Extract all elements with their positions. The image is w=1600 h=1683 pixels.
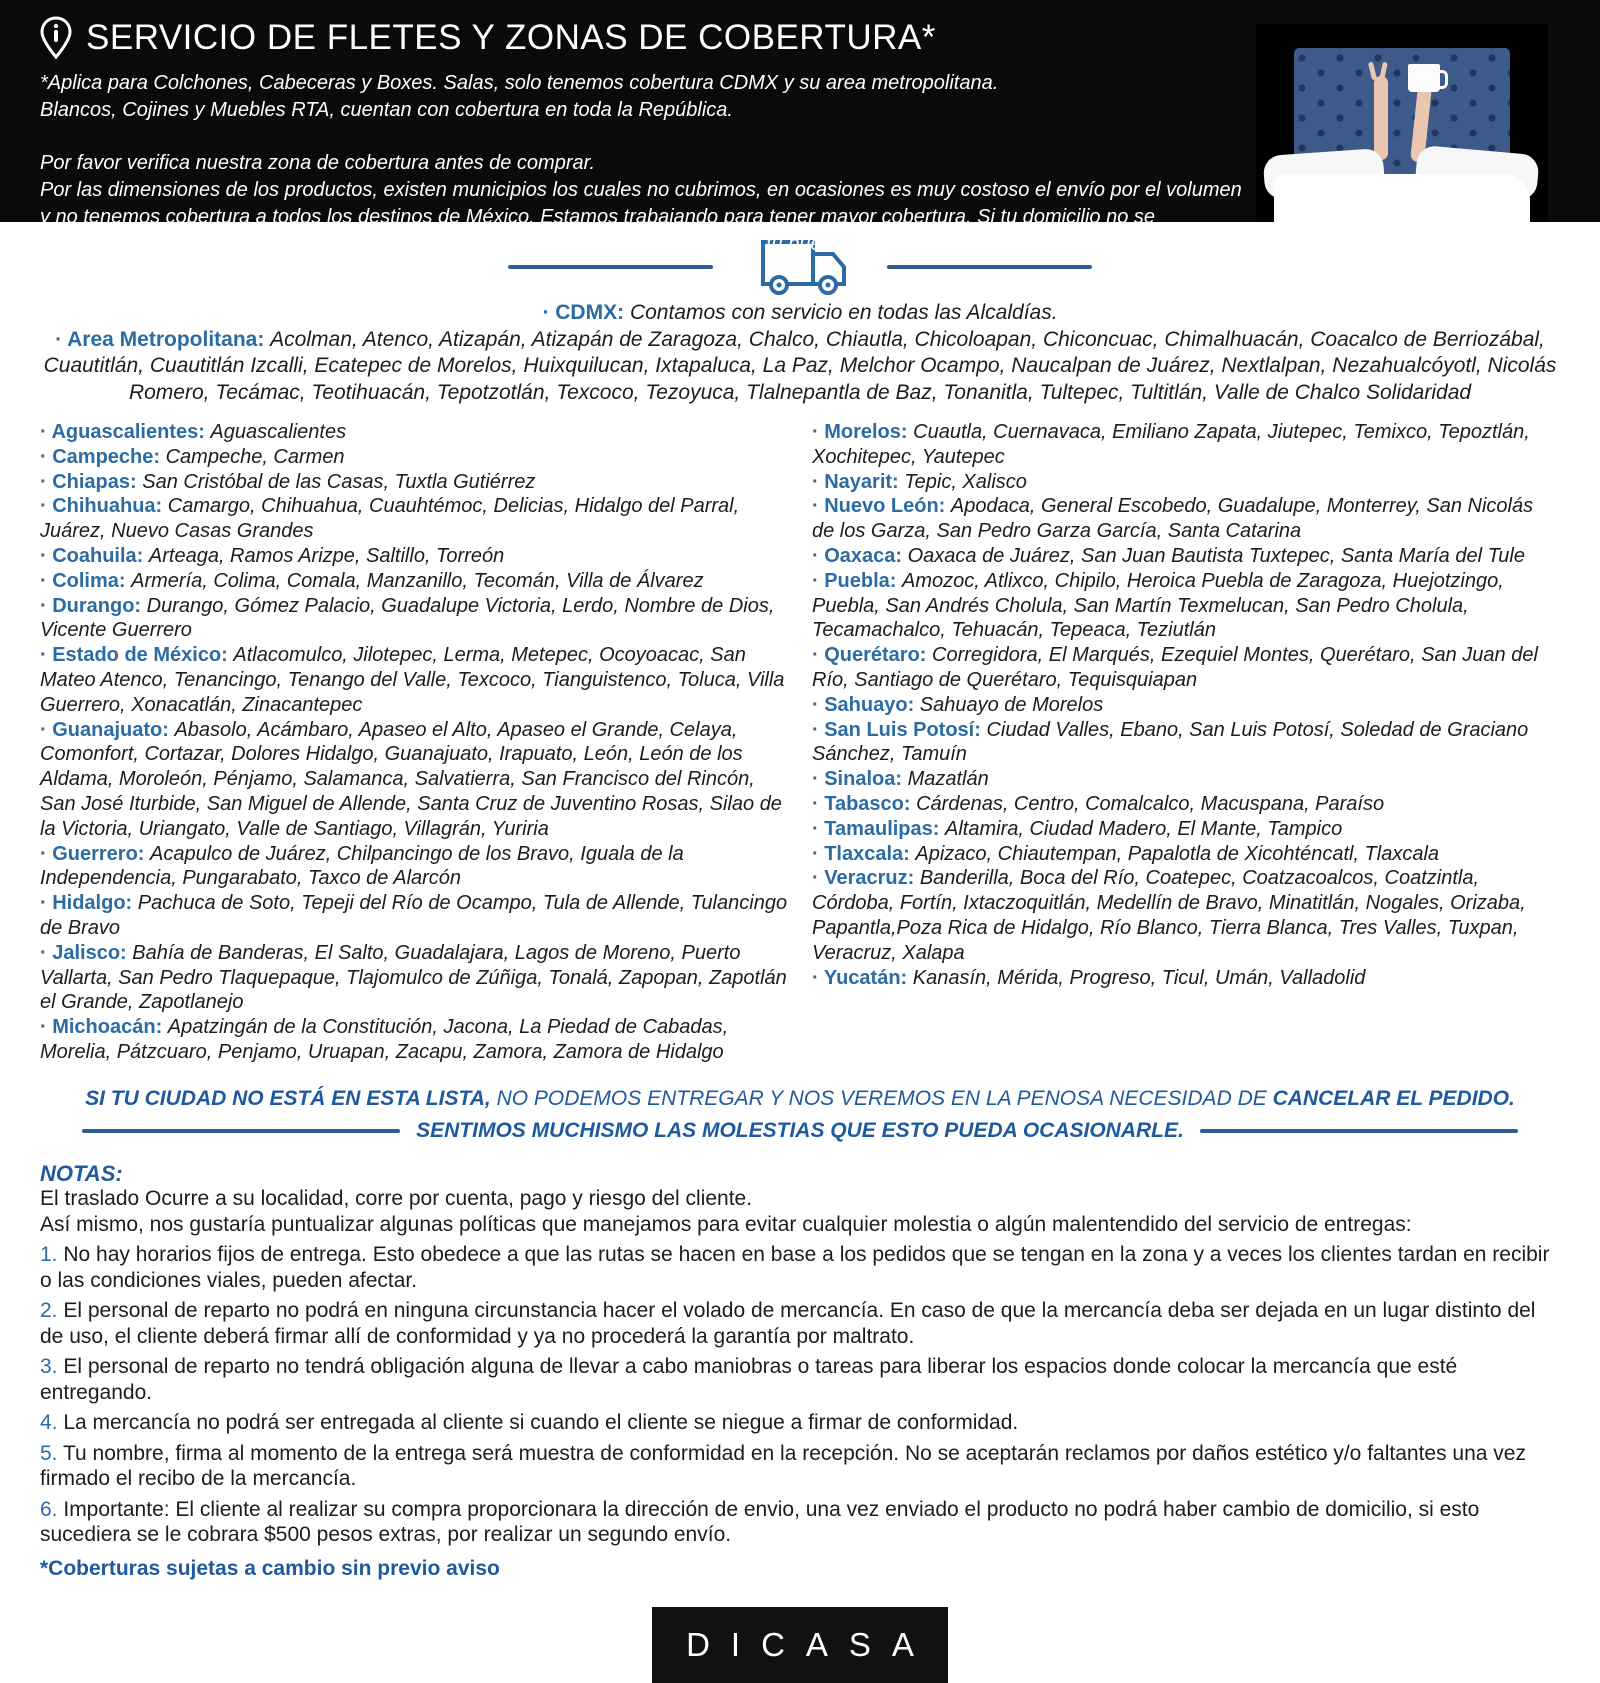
state-entry bbox=[40, 718, 788, 842]
state-cities: Corregidora, El Marqués, Ezequiel Montes, Querétaro, San Juan del Río, Santiago de Querétaro, Tequisquiapan bbox=[812, 644, 1538, 691]
note-item bbox=[40, 1441, 1560, 1492]
state-cities: Campeche, Carmen bbox=[165, 445, 345, 468]
state-name: · San Luis Potosí: bbox=[812, 718, 987, 741]
duvet bbox=[1274, 174, 1530, 222]
state-entry bbox=[40, 569, 788, 594]
cdmx-coverage bbox=[0, 300, 1600, 406]
state-cities: San Cristóbal de las Casas, Tuxtla Gutiérrez bbox=[142, 470, 536, 493]
warning-line-2-row bbox=[0, 1119, 1600, 1143]
state-entry bbox=[812, 569, 1560, 643]
state-name: · Colima: bbox=[40, 569, 132, 592]
note-item bbox=[40, 1354, 1560, 1405]
subtitle-line-1: *Aplica para Colchones, Cabeceras y Boxes. Salas, solo tenemos cobertura CDMX y su area metropolitana. bbox=[40, 72, 999, 94]
state-name: · Jalisco: bbox=[40, 941, 133, 964]
state-cities: Armería, Colima, Comala, Manzanillo, Tecomán, Villa de Álvarez bbox=[131, 569, 704, 592]
state-name: · Sinaloa: bbox=[812, 768, 908, 791]
state-entry bbox=[40, 594, 788, 644]
notes-intro-1: El traslado Ocurre a su localidad, corre por cuenta, pago y riesgo del cliente. bbox=[40, 1187, 753, 1211]
note-number: 4. bbox=[40, 1411, 64, 1435]
state-name: · Tamaulipas: bbox=[812, 817, 945, 840]
state-name: · Tabasco: bbox=[812, 792, 917, 815]
state-cities: Camargo, Chihuahua, Cuauhtémoc, Delicias, Hidalgo del Parral, Juárez, Nuevo Casas Grandes bbox=[40, 495, 740, 543]
state-name: · Veracruz: bbox=[812, 867, 920, 890]
state-cities: Abasolo, Acámbaro, Apaseo el Alto, Apaseo el Grande, Celaya, Comonfort, Cortazar, Dolores Hidalgo, Guanajuato, Irapuato, León, León de los Aldama, Moroleón, Pénjamo, Salamanca, Salvatierra, San Francisco del Rincón, San José Iturbide, San Miguel de Allende, Santa Cruz de Juventino Rosas, Silao de la Victoria, Uriangato, Valle de Santiago, Villagrán, Yuriria bbox=[40, 718, 782, 840]
warning-part-1: SI TU CIUDAD NO ESTÁ EN ESTA LISTA, bbox=[85, 1086, 491, 1110]
state-cities: Bahía de Banderas, El Salto, Guadalajara, Lagos de Moreno, Puerto Vallarta, San Pedro Tlaquepaque, Tlajomulco de Zúñiga, Tonalá, Zapopan, Zapotlán el Grande, Zapotlanejo bbox=[40, 941, 787, 1014]
state-entry bbox=[40, 544, 788, 569]
subtitle-line-2: Blancos, Cojines y Muebles RTA, cuentan con cobertura en toda la República. bbox=[40, 99, 733, 121]
warning-part-3: CANCELAR EL PEDIDO. bbox=[1272, 1086, 1515, 1110]
state-cities: Pachuca de Soto, Tepeji del Río de Ocampo, Tula de Allende, Tulancingo de Bravo bbox=[40, 892, 788, 939]
state-name: · Chiapas: bbox=[40, 470, 143, 493]
state-name: · Oaxaca: bbox=[812, 544, 908, 567]
state-name: · Durango: bbox=[40, 594, 147, 617]
cdmx-line bbox=[30, 300, 1570, 327]
warning-rule-right bbox=[1200, 1129, 1518, 1133]
state-name: · Nayarit: bbox=[812, 470, 905, 493]
metro-paragraph bbox=[30, 327, 1570, 407]
state-name: · Estado de México: bbox=[40, 644, 234, 667]
warning-line-1 bbox=[0, 1087, 1600, 1111]
state-cities: Banderilla, Boca del Río, Coatepec, Coatzacoalcos, Coatzintla, Córdoba, Fortín, Ixtaczoquitlán, Medellín de Bravo, Minatitlán, Nogales, Orizaba, Papantla,Poza Rica de Hidalgo, Río Blanco, Tierra Blanca, Tres Valles, Tuxpan, Veracruz, Xalapa bbox=[812, 867, 1526, 964]
state-name: · Hidalgo: bbox=[40, 892, 138, 915]
state-name: · Puebla: bbox=[812, 569, 903, 592]
state-cities: Atlacomulco, Jilotepec, Lerma, Metepec, Ocoyoacac, San Mateo Atenco, Tenancingo, Tenango del Valle, Texcoco, Tianguistenco, Toluca, Villa Guerrero, Xonacatlán, Zinacantepec bbox=[40, 644, 785, 716]
state-cities: Cuautla, Cuernavaca, Emiliano Zapata, Jiutepec, Temixco, Tepoztlán, Xochitepec, Yautepec bbox=[812, 421, 1530, 468]
state-name: · Guanajuato: bbox=[40, 718, 175, 741]
notes-heading: NOTAS: bbox=[40, 1160, 123, 1186]
note-text: El personal de reparto no podrá en ninguna circunstancia hacer el volado de mercancía. En caso de que la mercancía deba ser dejada en un lugar distinto del de uso, el cliente deberá firmar allí de conformidad y ya no procederá la garantía por maltrato. bbox=[40, 1299, 1536, 1348]
state-name: · Tlaxcala: bbox=[812, 842, 916, 865]
note-number: 6. bbox=[40, 1497, 64, 1521]
note-text: No hay horarios fijos de entrega. Esto obedece a que las rutas se hacen en base a los pedidos que se tengan en la zona y a veces los clientes tardan en recibir o las condiciones viales, pueden afectar. bbox=[40, 1243, 1550, 1292]
cancellation-warning bbox=[0, 1087, 1600, 1143]
metro-label: · Area Metropolitana: bbox=[55, 327, 271, 351]
state-entry bbox=[40, 470, 788, 495]
state-entry bbox=[812, 544, 1560, 569]
state-entry bbox=[812, 494, 1560, 544]
header-subtitle bbox=[40, 70, 1240, 124]
states-coverage-list bbox=[0, 420, 1600, 1065]
state-cities: Sahuayo de Morelos bbox=[919, 693, 1104, 716]
state-name: · Yucatán: bbox=[812, 966, 913, 989]
state-name: · Aguascalientes: bbox=[40, 421, 211, 443]
state-cities: Oaxaca de Juárez, San Juan Bautista Tuxtepec, Santa María del Tule bbox=[907, 544, 1525, 567]
state-entry bbox=[40, 445, 788, 470]
coffee-mug bbox=[1408, 64, 1440, 92]
state-entry bbox=[812, 470, 1560, 495]
state-name: · Campeche: bbox=[40, 445, 166, 468]
state-cities: Mazatlán bbox=[907, 768, 989, 791]
notes-section bbox=[0, 1161, 1600, 1582]
header-paragraph bbox=[40, 150, 1245, 285]
state-cities: Amozoc, Atlixco, Chipilo, Heroica Puebla de Zaragoza, Huejotzingo, Puebla, San Andrés Cholula, San Martín Texmelucan, San Pedro Cholula, Tecamachalco, Tehuacán, Tepeaca, Teziutlán bbox=[812, 569, 1504, 642]
info-pin-icon bbox=[40, 16, 72, 60]
note-item bbox=[40, 1410, 1560, 1436]
arm-left bbox=[1374, 76, 1388, 160]
header-banner bbox=[0, 0, 1600, 282]
page-title: SERVICIO DE FLETES Y ZONAS DE COBERTURA* bbox=[86, 18, 936, 57]
verify-line: Por favor verifica nuestra zona de cobertura antes de comprar. bbox=[40, 152, 596, 174]
state-entry bbox=[40, 842, 788, 892]
state-name: · Sahuayo: bbox=[812, 693, 920, 716]
state-cities: Acapulco de Juárez, Chilpancingo de los Bravo, Iguala de la Independencia, Pungarabato, Taxco de Alarcón bbox=[40, 842, 684, 890]
state-entry bbox=[40, 420, 788, 445]
state-cities: Durango, Gómez Palacio, Guadalupe Victoria, Lerdo, Nombre de Dios, Vicente Guerrero bbox=[40, 594, 775, 642]
state-cities: Arteaga, Ramos Arizpe, Saltillo, Torreón bbox=[148, 544, 505, 567]
warning-part-2: NO PODEMOS ENTREGAR Y NOS VEREMOS EN LA PENOSA NECESIDAD DE bbox=[490, 1086, 1273, 1110]
coverage-explanation: Por las dimensiones de los productos, existen municipios los cuales no cubrimos, en ocasiones es muy costoso el envío por el volumen y no tenemos cobertura a todos los destinos de México. Estamos trabajando para tener mayor cobertura. Si tu domicilio no se encuentra en la lista, lo podemos llevar a la ciudad más cercana para que de ahí, tú puedas recoger la mercancía. Esto se llama servicio Ocurre. bbox=[40, 179, 1242, 282]
state-entry bbox=[40, 891, 788, 941]
state-cities: Apizaco, Chiautempan, Papalotla de Xicohténcatl, Tlaxcala bbox=[915, 842, 1440, 865]
state-entry bbox=[812, 817, 1560, 842]
note-item bbox=[40, 1497, 1560, 1548]
note-number: 5. bbox=[40, 1441, 63, 1465]
coverage-footnote: *Coberturas sujetas a cambio sin previo aviso bbox=[40, 1556, 500, 1580]
state-cities: Altamira, Ciudad Madero, El Mante, Tampico bbox=[945, 817, 1343, 840]
state-cities: Ciudad Valles, Ebano, San Luis Potosí, Soledad de Graciano Sánchez, Tamuín bbox=[812, 718, 1529, 766]
note-item bbox=[40, 1298, 1560, 1349]
states-column-left bbox=[40, 420, 788, 1065]
note-text: Importante: El cliente al realizar su compra proporcionara la dirección de envio, una vez enviado el producto no podrá haber cambio de domicilio, si esto sucediera se le cobrara $500 pesos extras, por realizar un segundo envío. bbox=[40, 1497, 1480, 1547]
state-cities: Aguascalientes bbox=[210, 421, 347, 443]
states-column-right bbox=[812, 420, 1560, 1065]
state-entry bbox=[812, 643, 1560, 693]
state-entry bbox=[812, 792, 1560, 817]
state-entry bbox=[812, 866, 1560, 965]
state-name: · Guerrero: bbox=[40, 842, 151, 865]
note-text: Tu nombre, firma al momento de la entrega será muestra de conformidad en la recepción. No se aceptarán reclamos por daños estético y/o faltantes una vez firmado el recibo de la mercancía. bbox=[40, 1441, 1526, 1491]
state-entry bbox=[40, 1015, 788, 1065]
metro-cities: Acolman, Atenco, Atizapán, Atizapán de Zaragoza, Chalco, Chiautla, Chicoloapan, Chiconcuac, Chimalhuacán, Coacalco de Berriozábal, Cuautitlán, Cuautitlán Izcalli, Ecatepec de Morelos, Huixquilucan, Ixtapaluca, La Paz, Melchor Ocampo, Naucalpan de Juárez, Nextlalpan, Nezahualcóyotl, Nicolás Romero, Tecámac, Teotihuacán, Tepotzotlán, Texcoco, Tezoyuca, Tlalnepantla de Baz, Tonanitla, Tultepec, Tultitlán, Valle de Chalco Solidaridad bbox=[43, 327, 1557, 404]
note-text: El personal de reparto no tendrá obligación alguna de llevar a cabo maniobras o tareas para liberar los espacios donde colocar la mercancía que esté entregando. bbox=[40, 1355, 1458, 1404]
state-entry bbox=[812, 718, 1560, 768]
state-entry bbox=[40, 643, 788, 717]
state-cities: Apodaca, General Escobedo, Guadalupe, Monterrey, San Nicolás de los Garza, San Pedro Garza García, Santa Catarina bbox=[812, 495, 1534, 543]
state-entry bbox=[40, 494, 788, 544]
state-name: · Querétaro: bbox=[812, 644, 933, 667]
cdmx-label: · CDMX: bbox=[542, 301, 630, 324]
state-entry bbox=[812, 842, 1560, 867]
cdmx-text: Contamos con servicio en todas las Alcaldías. bbox=[629, 301, 1058, 324]
state-name: · Coahuila: bbox=[40, 544, 149, 567]
state-entry bbox=[812, 966, 1560, 991]
state-name: · Chihuahua: bbox=[40, 495, 168, 518]
state-cities: Kanasín, Mérida, Progreso, Ticul, Umán, Valladolid bbox=[912, 966, 1366, 989]
note-item bbox=[40, 1242, 1560, 1293]
state-cities: Apatzingán de la Constitución, Jacona, La Piedad de Cabadas, Morelia, Pátzcuaro, Penjamo, Uruapan, Zacapu, Zamora, Zamora de Hidalgo bbox=[40, 1016, 729, 1063]
note-text: La mercancía no podrá ser entregada al cliente si cuando el cliente se niegue a firmar de conformidad. bbox=[63, 1411, 1019, 1435]
state-entry bbox=[812, 420, 1560, 470]
state-entry bbox=[40, 941, 788, 1015]
state-name: · Morelos: bbox=[812, 421, 914, 443]
notes-intro-2: Así mismo, nos gustaría puntualizar algunas políticas que manejamos para evitar cualquier molestia o algún malentendido del servicio de entregas: bbox=[40, 1212, 1412, 1236]
state-name: · Nuevo León: bbox=[812, 495, 951, 518]
note-number: 3. bbox=[40, 1355, 64, 1379]
dicasa-logo: DICASA bbox=[652, 1607, 948, 1683]
state-name: · Michoacán: bbox=[40, 1016, 168, 1039]
state-entry bbox=[812, 767, 1560, 792]
state-entry bbox=[812, 693, 1560, 718]
state-cities: Cárdenas, Centro, Comalcalco, Macuspana, Paraíso bbox=[916, 792, 1385, 815]
warning-line-2: SENTIMOS MUCHISMO LAS MOLESTIAS QUE ESTO PUEDA OCASIONARLE. bbox=[416, 1118, 1184, 1142]
note-number: 2. bbox=[40, 1299, 64, 1323]
bed-photo bbox=[1256, 24, 1548, 222]
state-cities: Tepic, Xalisco bbox=[904, 470, 1027, 493]
warning-rule-left bbox=[82, 1129, 400, 1133]
note-number: 1. bbox=[40, 1243, 64, 1267]
notes-list bbox=[40, 1242, 1560, 1548]
